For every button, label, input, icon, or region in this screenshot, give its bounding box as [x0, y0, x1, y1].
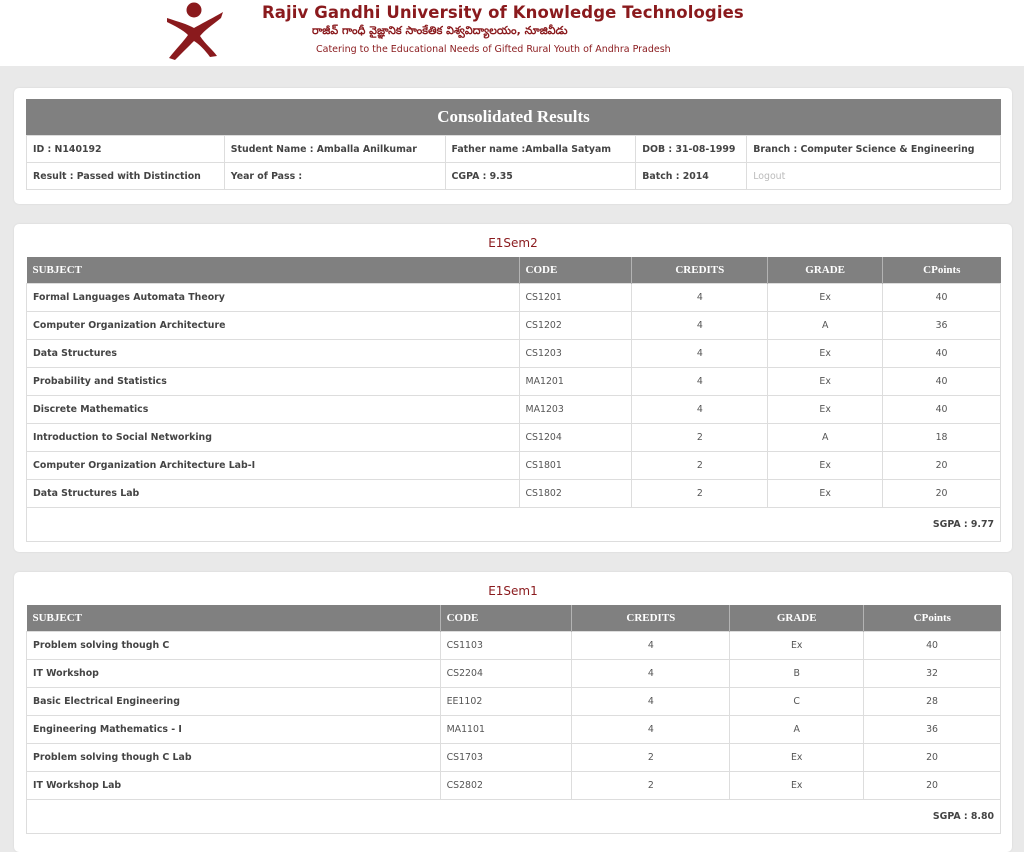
semester-card-e1sem2	[14, 224, 1012, 552]
cpoints-cell: 32	[864, 660, 1001, 688]
subject-cell: Data Structures	[27, 340, 520, 368]
logout-link[interactable]: Logout	[747, 163, 1001, 190]
grade-cell: Ex	[768, 284, 883, 312]
col-header-grade: GRADE	[768, 257, 883, 284]
grade-cell: B	[730, 660, 864, 688]
sgpa-row	[27, 800, 1001, 834]
table-row	[27, 480, 1001, 508]
grades-header-row	[27, 605, 1001, 632]
subject-cell: Formal Languages Automata Theory	[27, 284, 520, 312]
subject-cell: Problem solving though C Lab	[27, 744, 441, 772]
code-cell: MA1201	[519, 368, 632, 396]
sgpa-value: SGPA : 9.77	[27, 508, 1001, 542]
subject-cell: Introduction to Social Networking	[27, 424, 520, 452]
subject-cell: Computer Organization Architecture Lab-I	[27, 452, 520, 480]
subject-cell: Problem solving though C	[27, 632, 441, 660]
code-cell: EE1102	[440, 688, 572, 716]
semester-title: E1Sem2	[488, 236, 538, 250]
rgukt-figure-logo-icon	[163, 0, 225, 62]
cpoints-cell: 40	[864, 632, 1001, 660]
grade-cell: Ex	[768, 480, 883, 508]
credits-cell: 4	[572, 688, 730, 716]
cpoints-cell: 36	[883, 312, 1001, 340]
student-info-row	[27, 163, 1001, 190]
cpoints-cell: 20	[883, 480, 1001, 508]
table-row	[27, 424, 1001, 452]
father-name: Father name :Amballa Satyam	[445, 136, 636, 163]
university-name: Rajiv Gandhi University of Knowledge Technologies	[262, 3, 744, 22]
col-header-subject: SUBJECT	[27, 605, 441, 632]
subject-cell: Discrete Mathematics	[27, 396, 520, 424]
grade-cell: A	[768, 424, 883, 452]
table-row	[27, 312, 1001, 340]
credits-cell: 4	[632, 312, 768, 340]
grades-table	[26, 257, 1001, 542]
grade-cell: C	[730, 688, 864, 716]
grade-cell: Ex	[730, 772, 864, 800]
credits-cell: 4	[632, 368, 768, 396]
table-row	[27, 284, 1001, 312]
student-info-table	[26, 135, 1001, 190]
table-row	[27, 396, 1001, 424]
cpoints-cell: 18	[883, 424, 1001, 452]
table-row	[27, 744, 1001, 772]
grade-cell: Ex	[768, 368, 883, 396]
col-header-code: CODE	[519, 257, 632, 284]
subject-cell: Basic Electrical Engineering	[27, 688, 441, 716]
student-info-row	[27, 136, 1001, 163]
credits-cell: 2	[632, 452, 768, 480]
col-header-subject: SUBJECT	[27, 257, 520, 284]
subject-cell: Engineering Mathematics - I	[27, 716, 441, 744]
table-row	[27, 688, 1001, 716]
grades-table	[26, 605, 1001, 834]
code-cell: CS1204	[519, 424, 632, 452]
batch: Batch : 2014	[636, 163, 747, 190]
code-cell: CS1103	[440, 632, 572, 660]
code-cell: MA1203	[519, 396, 632, 424]
table-row	[27, 772, 1001, 800]
cpoints-cell: 20	[864, 744, 1001, 772]
code-cell: CS1703	[440, 744, 572, 772]
col-header-code: CODE	[440, 605, 572, 632]
code-cell: CS2802	[440, 772, 572, 800]
semester-card-e1sem1	[14, 572, 1012, 852]
cpoints-cell: 40	[883, 340, 1001, 368]
semester-title: E1Sem1	[488, 584, 538, 598]
credits-cell: 4	[632, 284, 768, 312]
grade-cell: Ex	[768, 396, 883, 424]
credits-cell: 4	[572, 660, 730, 688]
code-cell: MA1101	[440, 716, 572, 744]
cgpa: CGPA : 9.35	[445, 163, 636, 190]
summary-card	[14, 88, 1012, 204]
grades-header-row	[27, 257, 1001, 284]
code-cell: CS1802	[519, 480, 632, 508]
date-of-birth: DOB : 31-08-1999	[636, 136, 747, 163]
grade-cell: A	[730, 716, 864, 744]
credits-cell: 2	[632, 424, 768, 452]
credits-cell: 2	[572, 772, 730, 800]
result-status: Result : Passed with Distinction	[27, 163, 225, 190]
grade-cell: Ex	[730, 744, 864, 772]
col-header-grade: GRADE	[730, 605, 864, 632]
page-title: Consolidated Results	[26, 99, 1001, 135]
year-of-pass: Year of Pass :	[224, 163, 445, 190]
cpoints-cell: 36	[864, 716, 1001, 744]
code-cell: CS1801	[519, 452, 632, 480]
branch: Branch : Computer Science & Engineering	[747, 136, 1001, 163]
credits-cell: 2	[572, 744, 730, 772]
student-id: ID : N140192	[27, 136, 225, 163]
col-header-cpoints: CPoints	[864, 605, 1001, 632]
subject-cell: IT Workshop Lab	[27, 772, 441, 800]
site-header	[0, 0, 1024, 66]
table-row	[27, 632, 1001, 660]
credits-cell: 4	[572, 632, 730, 660]
code-cell: CS1203	[519, 340, 632, 368]
cpoints-cell: 40	[883, 284, 1001, 312]
table-row	[27, 452, 1001, 480]
code-cell: CS2204	[440, 660, 572, 688]
table-row	[27, 340, 1001, 368]
col-header-credits: CREDITS	[632, 257, 768, 284]
cpoints-cell: 28	[864, 688, 1001, 716]
sgpa-value: SGPA : 8.80	[27, 800, 1001, 834]
university-name-telugu: రాజీవ్ గాంధీ వైజ్ఞానిక సాంకేతిక విశ్వవిద్యాలయం, నూజివీడు	[312, 24, 568, 37]
cpoints-cell: 40	[883, 368, 1001, 396]
credits-cell: 4	[632, 340, 768, 368]
col-header-cpoints: CPoints	[883, 257, 1001, 284]
credits-cell: 2	[632, 480, 768, 508]
credits-cell: 4	[632, 396, 768, 424]
grade-cell: Ex	[730, 632, 864, 660]
subject-cell: Probability and Statistics	[27, 368, 520, 396]
university-tagline: Catering to the Educational Needs of Gifted Rural Youth of Andhra Pradesh	[316, 44, 671, 55]
code-cell: CS1202	[519, 312, 632, 340]
subject-cell: Computer Organization Architecture	[27, 312, 520, 340]
grade-cell: Ex	[768, 340, 883, 368]
table-row	[27, 716, 1001, 744]
table-row	[27, 660, 1001, 688]
table-row	[27, 368, 1001, 396]
student-name: Student Name : Amballa Anilkumar	[224, 136, 445, 163]
sgpa-row	[27, 508, 1001, 542]
subject-cell: IT Workshop	[27, 660, 441, 688]
cpoints-cell: 20	[864, 772, 1001, 800]
cpoints-cell: 20	[883, 452, 1001, 480]
grade-cell: Ex	[768, 452, 883, 480]
col-header-credits: CREDITS	[572, 605, 730, 632]
code-cell: CS1201	[519, 284, 632, 312]
subject-cell: Data Structures Lab	[27, 480, 520, 508]
grade-cell: A	[768, 312, 883, 340]
credits-cell: 4	[572, 716, 730, 744]
cpoints-cell: 40	[883, 396, 1001, 424]
